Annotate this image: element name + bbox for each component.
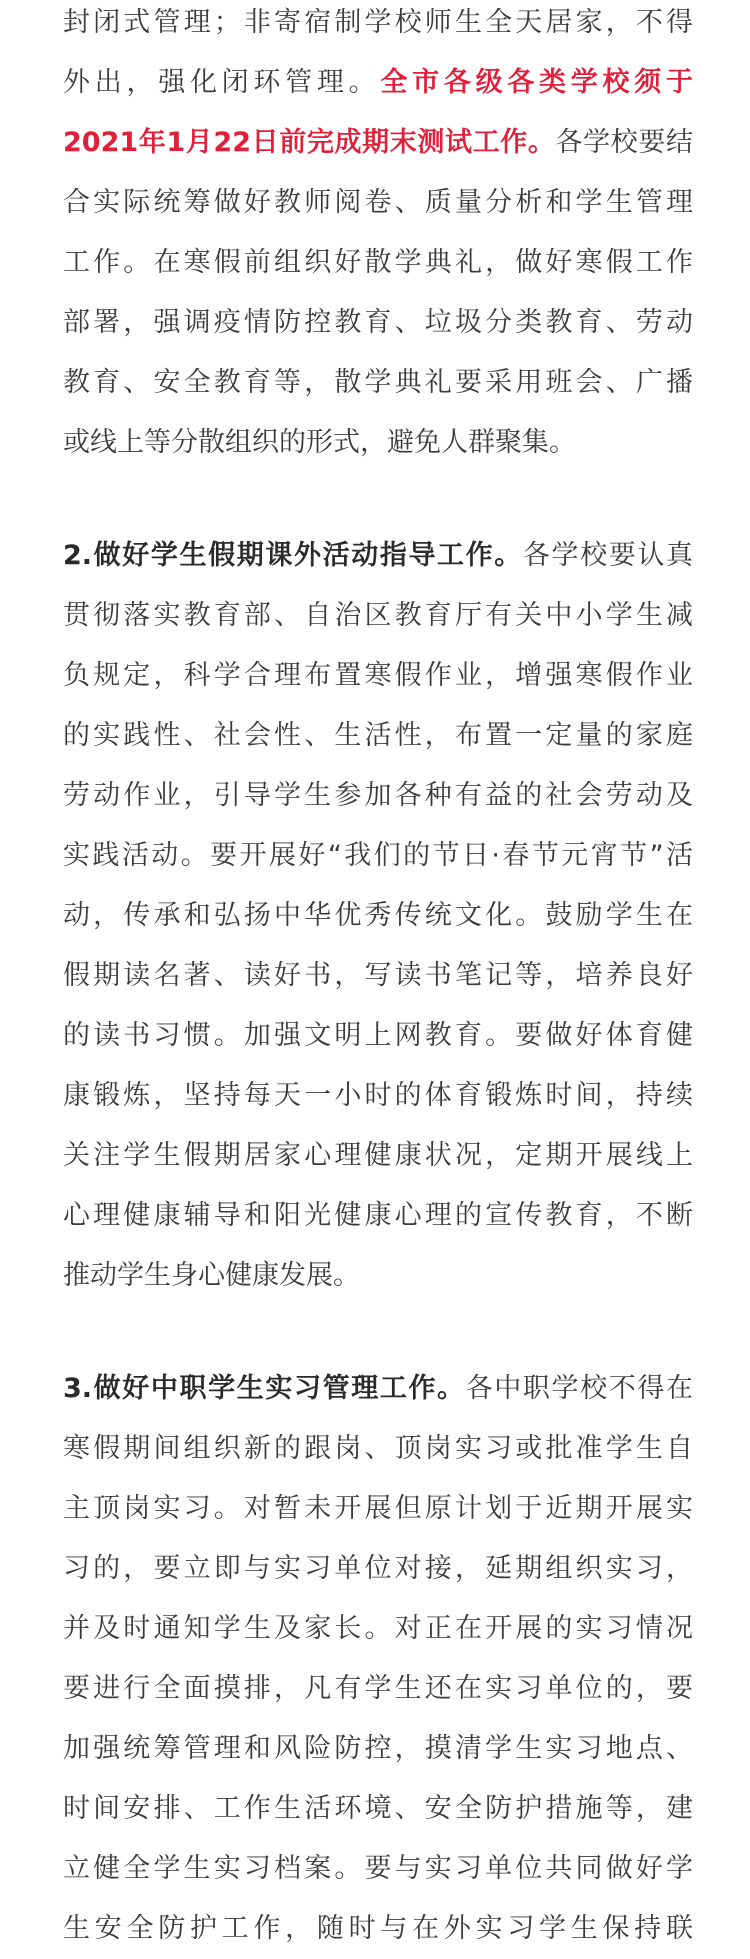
paragraph-gap — [63, 1306, 693, 1366]
body-text: 实践活动。要开展好“我们的节日·春节元宵节”活 — [63, 840, 693, 871]
body-text: 时间安排、工作生活环境、安全防护措施等，建 — [63, 1793, 693, 1824]
body-text: 封闭式管理；非寄宿制学校师生全天居家，不得 — [63, 7, 693, 38]
body-text: 各中职学校不得在 — [465, 1373, 693, 1404]
highlight-text: 2021年1月22日前完成期末测试工作。 — [63, 127, 556, 158]
text-line — [63, 1899, 693, 1959]
section-heading: 3.做好中职学生实习管理工作。 — [63, 1373, 466, 1404]
body-text: 加强统筹管理和风险防控，摸清学生实习地点、 — [63, 1733, 693, 1764]
text-line — [63, 1839, 693, 1899]
paragraph-gap — [63, 473, 693, 533]
paragraph-1 — [63, 0, 693, 473]
text-line — [63, 233, 693, 293]
body-text: 动，传承和弘扬中华优秀传统文化。鼓励学生在 — [63, 900, 693, 931]
paragraph-3 — [63, 1359, 693, 1959]
body-text: 贯彻落实教育部、自治区教育厅有关中小学生减 — [63, 600, 693, 631]
body-text: 康锻炼，坚持每天一小时的体育锻炼时间，持续 — [63, 1080, 693, 1111]
text-line — [63, 586, 693, 646]
body-text: 并及时通知学生及家长。对正在开展的实习情况 — [63, 1613, 693, 1644]
text-line — [63, 766, 693, 826]
body-text: 教育、安全教育等，散学典礼要采用班会、广播 — [63, 367, 693, 398]
body-text: 主顶岗实习。对暂未开展但原计划于近期开展实 — [63, 1493, 693, 1524]
text-line — [63, 1539, 693, 1599]
body-text: 心理健康辅导和阳光健康心理的宣传教育，不断 — [63, 1200, 693, 1231]
article-body — [63, 0, 693, 1959]
body-text: 的读书习惯。加强文明上网教育。要做好体育健 — [63, 1020, 693, 1051]
body-text: 各学校要结 — [555, 127, 693, 158]
body-text: 关注学生假期居家心理健康状况，定期开展线上 — [63, 1140, 693, 1171]
text-line — [63, 1246, 693, 1306]
text-line — [63, 1599, 693, 1659]
text-line — [63, 293, 693, 353]
highlight-text: 全市各级各类学校须于 — [380, 67, 693, 98]
text-line — [63, 706, 693, 766]
paragraph-2 — [63, 526, 693, 1306]
body-text: 生安全防护工作，随时与在外实习学生保持联 — [63, 1913, 693, 1944]
text-line — [63, 1479, 693, 1539]
body-text: 负规定，科学合理布置寒假作业，增强寒假作业 — [63, 660, 693, 691]
body-text: 的实践性、社会性、生活性，布置一定量的家庭 — [63, 720, 693, 751]
body-text: 各学校要认真 — [522, 540, 693, 571]
text-line — [63, 526, 693, 586]
body-text: 劳动作业，引导学生参加各种有益的社会劳动及 — [63, 780, 693, 811]
text-line — [63, 0, 693, 53]
body-text: 假期读名著、读好书，写读书笔记等，培养良好 — [63, 960, 693, 991]
text-line — [63, 1126, 693, 1186]
section-heading: 2.做好学生假期课外活动指导工作。 — [63, 540, 523, 571]
text-line — [63, 1066, 693, 1126]
body-text: 合实际统筹做好教师阅卷、质量分析和学生管理 — [63, 187, 693, 218]
text-line — [63, 1006, 693, 1066]
body-text: 工作。在寒假前组织好散学典礼，做好寒假工作 — [63, 247, 693, 278]
body-text: 寒假期间组织新的跟岗、顶岗实习或批准学生自 — [63, 1433, 693, 1464]
text-line — [63, 413, 693, 473]
text-line — [63, 1359, 693, 1419]
text-line — [63, 1419, 693, 1479]
text-line — [63, 1659, 693, 1719]
text-line — [63, 53, 693, 113]
body-text: 要进行全面摸排，凡有学生还在实习单位的，要 — [63, 1673, 693, 1704]
text-line — [63, 946, 693, 1006]
text-line — [63, 646, 693, 706]
text-line — [63, 1719, 693, 1779]
text-line — [63, 113, 693, 173]
text-line — [63, 1779, 693, 1839]
text-line — [63, 1186, 693, 1246]
text-line — [63, 886, 693, 946]
body-text: 外出，强化闭环管理。 — [63, 67, 381, 98]
text-line — [63, 826, 693, 886]
text-line — [63, 353, 693, 413]
body-text: 推动学生身心健康发展。 — [63, 1260, 360, 1291]
body-text: 或线上等分散组织的形式，避免人群聚集。 — [63, 427, 576, 458]
body-text: 习的，要立即与实习单位对接，延期组织实习， — [63, 1553, 693, 1584]
body-text: 立健全学生实习档案。要与实习单位共同做好学 — [63, 1853, 693, 1884]
text-line — [63, 173, 693, 233]
body-text: 部署，强调疫情防控教育、垃圾分类教育、劳动 — [63, 307, 693, 338]
